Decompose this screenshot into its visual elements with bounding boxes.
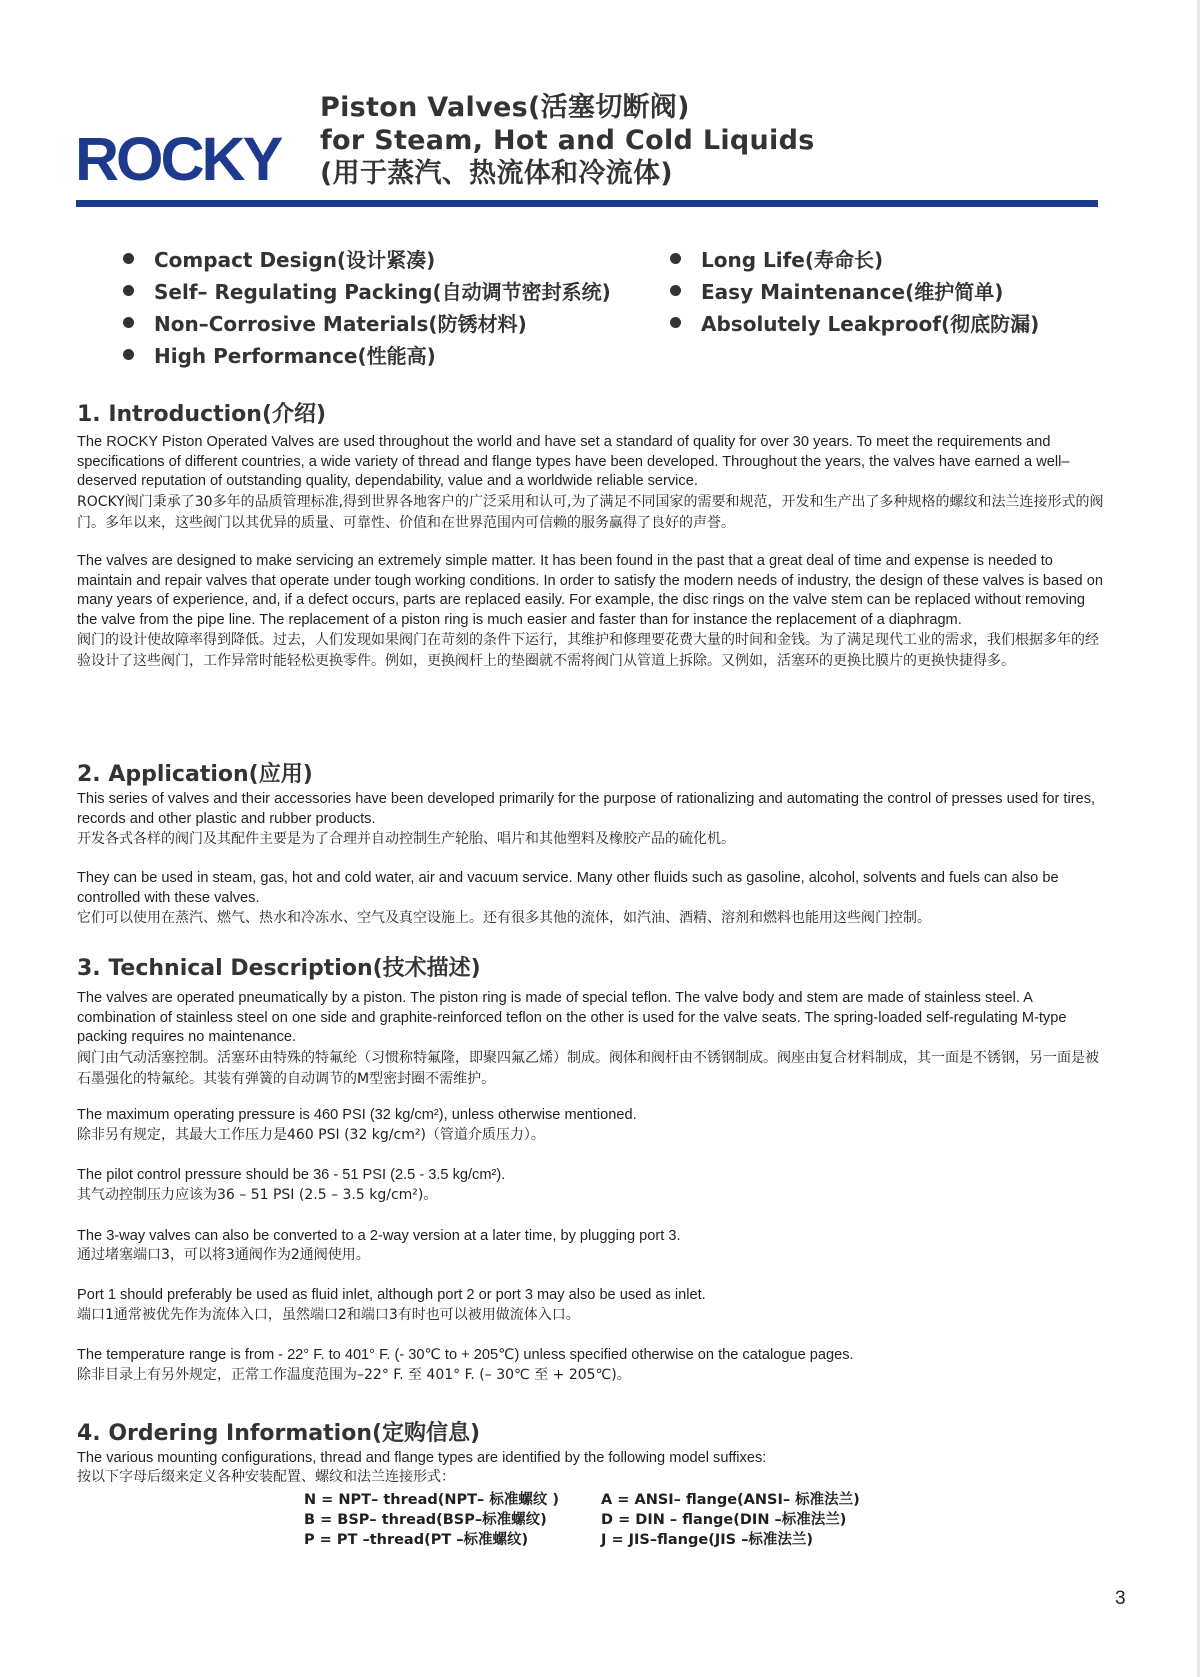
- suffix-item: A = ANSI– flange(ANSI– 标准法兰): [601, 1492, 860, 1508]
- ordering-intro-chinese: 按以下字母后缀来定义各种安装配置、螺纹和法兰连接形式：: [77, 1469, 455, 1485]
- temperature-english: The temperature range is from - 22° F. to 401° F. (- 30℃ to + 205℃) unless specified otherwise on the catalogue pages.: [77, 1347, 854, 1363]
- port-english: Port 1 should preferably be used as fluid inlet, although port 2 or port 3 may also be used as inlet.: [77, 1287, 706, 1303]
- bullet-icon: [123, 317, 134, 328]
- flange-suffix-list: [601, 1490, 860, 1550]
- bullet-icon: [670, 317, 681, 328]
- suffix-item: J = JIS–flange(JIS –标准法兰): [601, 1532, 813, 1548]
- header-divider: [76, 200, 1098, 207]
- suffix-item: N = NPT– thread(NPT– 标准螺纹 ): [304, 1492, 559, 1508]
- bullet-icon: [123, 285, 134, 296]
- temperature-chinese: 除非目录上有另外规定，正常工作温度范围为–22° F. 至 401° F. (– 30℃ 至 + 205℃)。: [77, 1367, 631, 1383]
- title-line-2: for Steam, Hot and Cold Liquids: [320, 125, 815, 156]
- application-p2-english: They can be used in steam, gas, hot and cold water, air and vacuum service. Many other fluids such as gasoline, alcohol, solvents and fuels can also be controlled with these valves.: [77, 870, 1059, 906]
- feature-label: Easy Maintenance(维护简单): [701, 279, 1004, 304]
- suffix-item: D = DIN – flange(DIN –标准法兰): [601, 1512, 847, 1528]
- bullet-icon: [670, 285, 681, 296]
- title-line-1: Piston Valves(活塞切断阀): [320, 92, 690, 123]
- pilot-pressure-english: The pilot control pressure should be 36 - 51 PSI (2.5 - 3.5 kg/cm²).: [77, 1167, 506, 1183]
- section-title-ordering: 4. Ordering Information(定购信息): [77, 1421, 481, 1446]
- bullet-icon: [123, 253, 134, 264]
- feature-item: [123, 338, 611, 370]
- section-title-technical: 3. Technical Description(技术描述): [77, 956, 481, 981]
- three-way-chinese: 通过堵塞端口3，可以将3通阀作为2通阀使用。: [77, 1247, 370, 1263]
- feature-item: [670, 306, 1039, 338]
- max-pressure-chinese: 除非另有规定，其最大工作压力是460 PSI (32 kg/cm²)（管道介质压力）。: [77, 1127, 545, 1143]
- feature-item: [123, 242, 611, 274]
- port-chinese: 端口1通常被优先作为流体入口，虽然端口2和端口3有时也可以被用做流体入口。: [77, 1307, 580, 1323]
- section-title-introduction: 1. Introduction(介绍): [77, 402, 327, 427]
- application-p1-chinese: 开发各式各样的阀门及其配件主要是为了合理并自动控制生产轮胎、唱片和其他塑料及橡胶产品的硫化机。: [77, 831, 735, 847]
- feature-label: Compact Design(设计紧凑): [154, 247, 436, 272]
- feature-list-right: [670, 242, 1039, 338]
- three-way-english: The 3-way valves can also be converted to a 2-way version at a later time, by plugging port 3.: [77, 1228, 681, 1244]
- application-paragraph-1: [77, 790, 1107, 850]
- feature-label: High Performance(性能高): [154, 343, 436, 368]
- pilot-pressure-chinese: 其气动控制压力应该为36 – 51 PSI (2.5 – 3.5 kg/cm²)。: [77, 1187, 438, 1203]
- feature-label: Self– Regulating Packing(自动调节密封系统): [154, 279, 611, 304]
- bullet-icon: [123, 349, 134, 360]
- intro-p1-english: The ROCKY Piston Operated Valves are used throughout the world and have set a standard of quality for over 30 years. To meet the requirements and specifications of different countries, a wide variety of thread and flange types have been developed. Throughout the years, the valves have earned a well–deserved reputation of outstanding quality, dependability, value and a worldwide reliable service.: [77, 434, 1070, 489]
- feature-item: [123, 274, 611, 306]
- intro-p2-english: The valves are designed to make servicing an extremely simple matter. It has been found in the past that a great deal of time and expense is needed to maintain and repair valves that operate under tough working conditions. In order to satisfy the modern needs of industry, the design of these valves is based on many years of experience, and, if a defect occurs, parts are replaced easily. For example, the disc rings on the valve stem can be replaced without removing the valve from the pipe line. The replacement of a piston ring is much easier and faster than for instance the replacement of a diaphragm.: [77, 553, 1103, 628]
- suffix-item: B = BSP– thread(BSP–标准螺纹): [304, 1512, 547, 1528]
- feature-item: [670, 242, 1039, 274]
- technical-paragraph-1: [77, 989, 1107, 1090]
- page-number: 3: [1115, 1588, 1126, 1609]
- feature-list-left: [123, 242, 611, 370]
- title-line-3: (用于蒸汽、热流体和冷流体): [320, 158, 673, 189]
- application-p1-english: This series of valves and their accessories have been developed primarily for the purpose of rationalizing and automating the control of presses used for tires, records and other plastic and rubber products.: [77, 791, 1096, 827]
- intro-paragraph-1: [77, 433, 1107, 534]
- application-p2-chinese: 它们可以使用在蒸汽、燃气、热水和冷冻水、空气及真空设施上。还有很多其他的流体，如汽油、酒精、溶剂和燃料也能用这些阀门控制。: [77, 910, 931, 926]
- rocky-logo: ROCKY: [75, 125, 281, 193]
- feature-label: Long Life(寿命长): [701, 247, 884, 272]
- page-title: [320, 91, 815, 190]
- feature-label: Non–Corrosive Materials(防锈材料): [154, 311, 527, 336]
- feature-item: [123, 306, 611, 338]
- thread-suffix-list: [304, 1490, 559, 1550]
- technical-p1-chinese: 阀门由气动活塞控制。活塞环由特殊的特氟纶（习惯称特氟隆，即聚四氟乙烯）制成。阀体和阀杆由不锈钢制成。阀座由复合材料制成，其一面是不锈钢，另一面是被石墨强化的特氟纶。其装有弹簧的自动调节的M型密封圈不需维护。: [77, 1049, 1099, 1087]
- bullet-icon: [670, 253, 681, 264]
- intro-paragraph-2: [77, 552, 1107, 672]
- ordering-intro-english: The various mounting configurations, thread and flange types are identified by the following model suffixes:: [77, 1450, 767, 1466]
- intro-p1-chinese: ROCKY阀门秉承了30多年的品质管理标准,得到世界各地客户的广泛采用和认可,为了满足不同国家的需要和规范，开发和生产出了多种规格的螺纹和法兰连接形式的阀门。多年以来，这些阀门以其优异的质量、可靠性、价值和在世界范围内可信赖的服务赢得了良好的声誉。: [77, 493, 1104, 531]
- feature-item: [670, 274, 1039, 306]
- technical-p1-english: The valves are operated pneumatically by a piston. The piston ring is made of special teflon. The valve body and stem are made of stainless steel. A combination of stainless steel on one side and graphite-reinforced teflon on the other is used for the valve seats. The spring-loaded self-regulating M-type packing requires no maintenance.: [77, 990, 1067, 1045]
- max-pressure-english: The maximum operating pressure is 460 PSI (32 kg/cm²), unless otherwise mentioned.: [77, 1107, 637, 1123]
- intro-p2-chinese: 阀门的设计使故障率得到降低。过去，人们发现如果阀门在苛刻的条件下运行，其维护和修理要花费大量的时间和金钱。为了满足现代工业的需求，我们根据多年的经验设计了这些阀门，工作异常时能轻松更换零件。例如，更换阀杆上的垫圈就不需将阀门从管道上拆除。又例如，活塞环的更换比膜片的更换快捷得多。: [77, 632, 1099, 669]
- suffix-item: P = PT –thread(PT –标准螺纹): [304, 1532, 529, 1548]
- application-paragraph-2: [77, 869, 1107, 929]
- feature-label: Absolutely Leakproof(彻底防漏): [701, 311, 1040, 336]
- section-title-application: 2. Application(应用): [77, 762, 313, 787]
